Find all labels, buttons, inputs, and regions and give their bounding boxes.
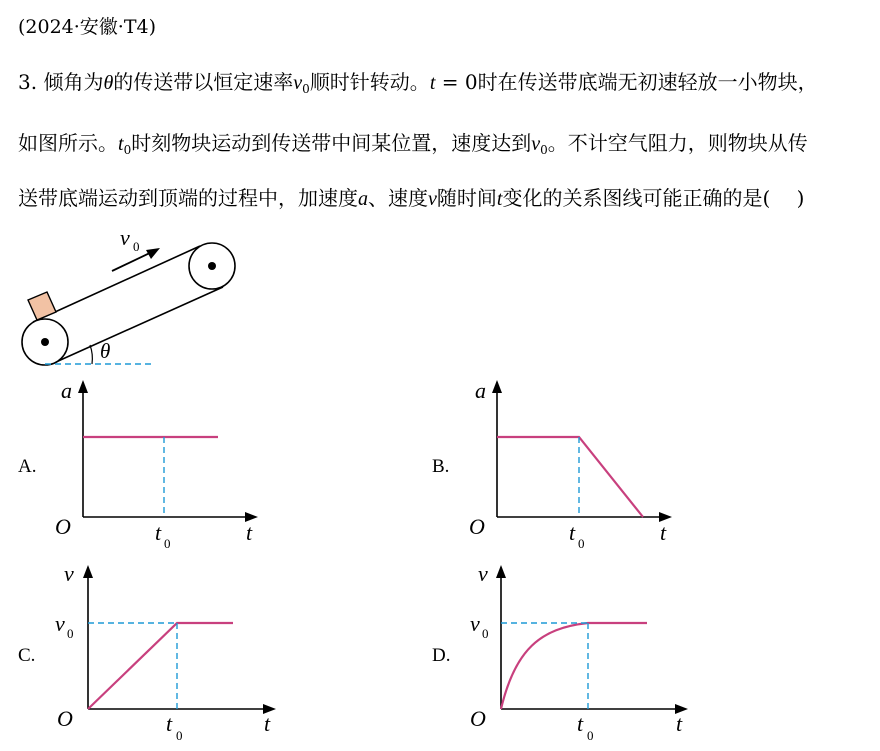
angle-label: θ bbox=[100, 339, 111, 363]
x-axis-label: t bbox=[264, 711, 271, 736]
top-pulley-axle bbox=[208, 262, 216, 270]
t0-label: t bbox=[569, 520, 576, 545]
origin-label: O bbox=[469, 514, 485, 539]
v0-label-sub: 0 bbox=[67, 626, 74, 641]
question-line-3: 送带底端运动到顶端的过程中，加速度a、速度v随时间t变化的关系图线可能正确的是( ) bbox=[18, 186, 805, 210]
velocity-curve bbox=[501, 623, 647, 709]
question-line-2: 如图所示。$t_0$时刻物块运动到传送带中间某位置，速度达到$v_0$。不计空气阻力，则物块从传 bbox=[18, 131, 808, 157]
y-axis-label: v bbox=[478, 561, 488, 586]
belt-figure bbox=[22, 225, 235, 365]
y-axis-arrow bbox=[496, 565, 506, 578]
bottom-pulley-axle bbox=[41, 338, 49, 346]
velocity-curve bbox=[88, 623, 233, 709]
x-axis-label: t bbox=[676, 711, 683, 736]
v0-label: v bbox=[55, 611, 65, 636]
t0-label-sub: 0 bbox=[587, 728, 594, 743]
v0-label-sub: 0 bbox=[482, 626, 489, 641]
t0-label: t bbox=[166, 711, 173, 736]
t0-label: t bbox=[577, 711, 584, 736]
y-axis-arrow bbox=[492, 380, 502, 393]
velocity-label: v bbox=[120, 225, 130, 250]
v0-label: v bbox=[470, 611, 480, 636]
velocity-arrow-head bbox=[146, 248, 160, 259]
option-c-letter: C. bbox=[18, 645, 36, 666]
option-a-letter: A. bbox=[18, 456, 37, 477]
option-d-letter: D. bbox=[432, 645, 451, 666]
y-axis-label: a bbox=[475, 378, 486, 403]
x-axis-label: t bbox=[246, 520, 253, 545]
y-axis-label: v bbox=[64, 561, 74, 586]
t0-label-sub: 0 bbox=[164, 536, 171, 551]
y-axis-arrow bbox=[78, 380, 88, 393]
question-number: 3. bbox=[18, 70, 38, 94]
source-tag: (2024·安徽·T4) bbox=[18, 16, 157, 38]
velocity-arrow-shaft bbox=[112, 251, 154, 271]
x-axis-label: t bbox=[660, 520, 667, 545]
graph-a bbox=[18, 378, 258, 551]
t0-label: t bbox=[155, 520, 162, 545]
t0-label-sub: 0 bbox=[176, 728, 183, 743]
belt-bottom-edge bbox=[56, 287, 223, 362]
origin-label: O bbox=[470, 706, 486, 731]
option-b-letter: B. bbox=[432, 456, 450, 477]
y-axis-arrow bbox=[83, 565, 93, 578]
origin-label: O bbox=[57, 706, 73, 731]
belt-top-edge bbox=[33, 246, 200, 322]
angle-arc bbox=[90, 345, 92, 364]
origin-label: O bbox=[55, 514, 71, 539]
graph-d bbox=[432, 561, 688, 743]
acceleration-curve bbox=[497, 437, 643, 517]
t0-label-sub: 0 bbox=[578, 536, 585, 551]
graph-b bbox=[432, 378, 672, 551]
y-axis-label: a bbox=[61, 378, 72, 403]
velocity-label-sub: 0 bbox=[133, 239, 140, 254]
question-line-1: 3. 倾角为θ的传送带以恒定速率$v_0$顺时针转动。t = 0时在传送带底端无初速轻放一小物块， bbox=[18, 70, 818, 96]
graph-c bbox=[18, 561, 276, 743]
block bbox=[28, 292, 56, 320]
